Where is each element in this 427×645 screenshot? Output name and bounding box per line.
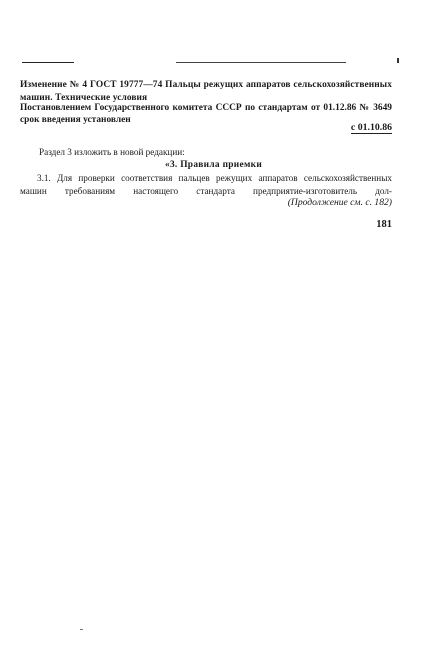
continuation-note: (Продолжение см. с. 182) [287, 197, 392, 208]
page-number: 181 [376, 219, 392, 230]
paragraph-3-1: 3.1. Для проверки соответствия пальцев режущих аппаратов сельскохозяйственных машин требованиям настоящего стандарта предприятие-изготовитель дол- [20, 173, 392, 196]
corner-mark [397, 58, 399, 63]
section-intro: Раздел 3 изложить в новой редакции: [39, 147, 185, 157]
top-rule-left [22, 62, 74, 63]
section-title: «3. Правила приемки [164, 160, 263, 170]
decree-text: Постановлением Государственного комитета СССР по стандартам от 01.12.86 № 3649 срок введения установлен [20, 103, 392, 125]
effective-date: с 01.10.86 [350, 122, 392, 133]
amendment-heading: Изменение № 4 ГОСТ 19777—74 Пальцы режущих аппаратов сельскохозяйственных машин. Технические условия [20, 80, 392, 103]
scan-speck [80, 629, 83, 630]
top-rule-right [176, 62, 346, 63]
